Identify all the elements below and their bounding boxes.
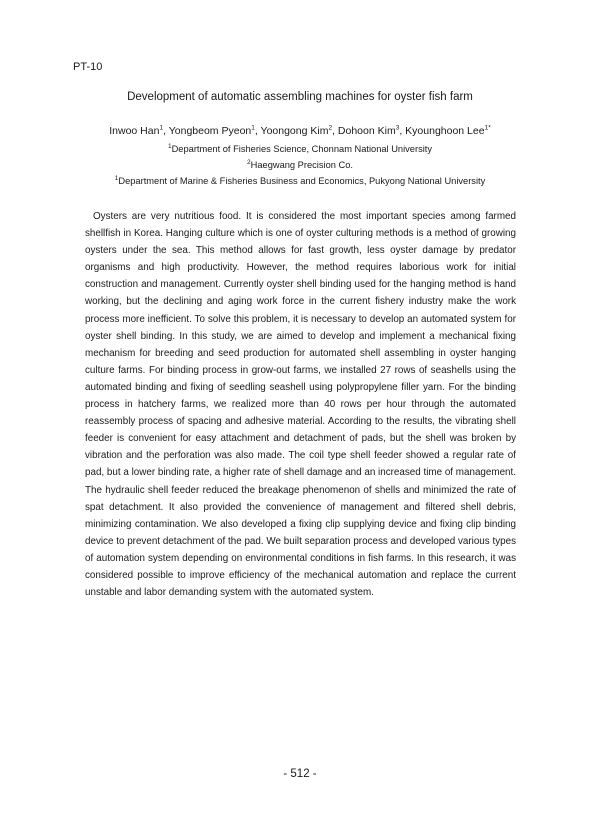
author-name: Dohoon Kim [337, 125, 396, 137]
author-name: Yongbeom Pyeon [168, 125, 252, 137]
affiliation-text: Department of Marine & Fisheries Business and Economics, Pukyong National University [118, 176, 486, 186]
author-name: Kyounghoon Lee [405, 125, 485, 137]
affiliation [0, 160, 600, 170]
page-number: - 512 - [283, 768, 317, 780]
author-affiliation-mark: 2 [328, 124, 333, 132]
affiliation-mark: 1 [114, 174, 119, 182]
affiliation-text: Haegwang Precision Co. [250, 160, 353, 170]
affiliation-mark: 1 [167, 142, 172, 150]
author-affiliation-mark: 3 [395, 124, 400, 132]
paper-title: Development of automatic assembling machines for oyster fish farm [127, 91, 473, 103]
affiliation [0, 144, 600, 154]
affiliation-text: Department of Fisheries Science, Chonnam National University [171, 144, 433, 154]
author-affiliation-mark: 1 [159, 124, 164, 132]
author-list: Inwoo Han$^1$, Yongbeom Pyeon$^1$, Yoongong Kim$^2$, Dohoon Kim$^3$, Kyounghoon Lee$^{1*}$ [109, 124, 491, 137]
author-affiliation-mark: 1* [484, 124, 491, 132]
abstract-body: Oysters are very nutritious food. It is considered the most important species among farmed shellfish in Korea. Hanging culture which is one of oyster culturing methods is a method of growing oysters under the sea. This method allows for fast growth, less oyster damage by predator organisms and high productivity. However, the method requires laborious work for initial construction and management. Currently oyster shell binding used for the hanging method is hand working, but the declining and aging work force in the current fishery industry make the work process more inefficient. To solve this problem, it is necessary to develop an automated system for oyster shell binding. In this study, we are aimed to develop and implement a mechanical fixing mechanism for breeding and seed production for automated shell assembling in oyster hanging culture farms. For binding process in grow-out farms, we installed 27 rows of seashells using the automated binding and fixing of seedling seashell using polypropylene filler yarn. For the binding process in hatchery farms, we realized more than 40 rows per hour through the automated reassembly process of spacing and adhesive material. According to the results, the vibrating shell feeder is convenient for easy attachment and detachment of pads, but the shell was broken by vibration and the perforation was also made. The coil type shell feeder showed a regular rate of pad, but a lower binding rate, a higher rate of shell damage and an increased time of management. The hydraulic shell feeder reduced the breakage phenomenon of shells and minimized the rate of spat detachment. It also provided the convenience of management and filtered shell debris, minimizing contamination. We also developed a fixing clip supplying device and fixing clip binding device to prevent detachment of the pad. We built separation process and developed various types of automation system depending on environmental conditions in fish farms. In this research, it was considered possible to improve efficiency of the mechanical automation and replace the current unstable and labor demanding system with the automated system. [85, 211, 516, 599]
affiliation [0, 176, 600, 186]
author-name: Inwoo Han [109, 125, 160, 137]
author-affiliation-mark: 1 [251, 124, 255, 132]
affiliation-mark: 2 [247, 158, 251, 166]
author-name: Yoongong Kim [260, 125, 329, 137]
session-code: PT-10 [73, 61, 103, 73]
